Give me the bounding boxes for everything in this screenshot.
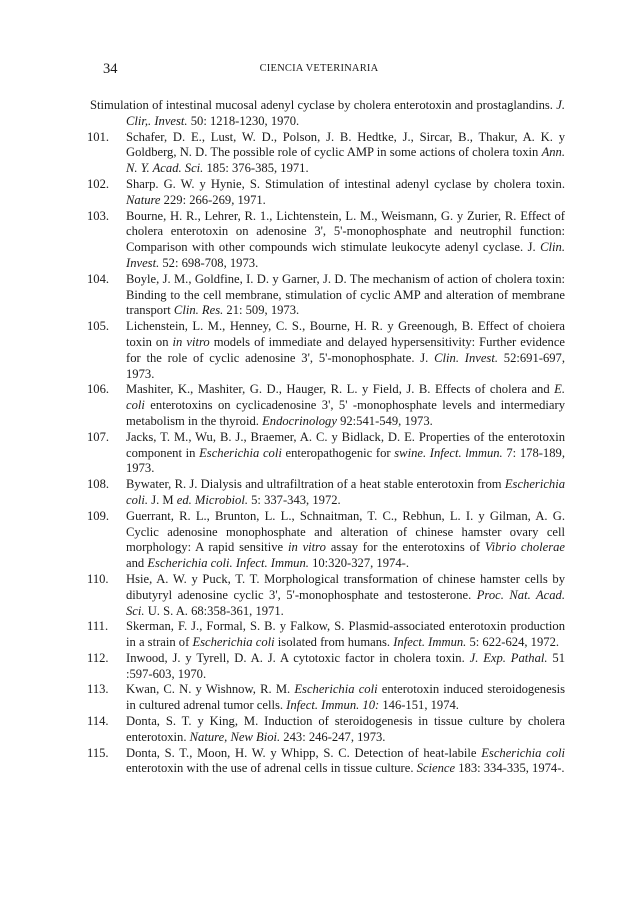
reference-italic-text: Vibrio cholerae — [484, 540, 565, 555]
running-title: CIENCIA VETERINARIA — [259, 63, 379, 74]
reference-text: 243: 246-247, 1973. — [280, 729, 386, 744]
reference-italic-text: Escherichia coli. — [126, 477, 565, 507]
reference-item — [87, 714, 565, 746]
reference-italic-text: Escherichia coli — [192, 635, 275, 650]
reference-item — [87, 208, 565, 272]
reference-number: 114. — [87, 714, 109, 729]
reference-text: enterotoxins on cyclicadenosine 3', 5' -monophosphate levels and intermediary metabolism in the thyroid. — [126, 398, 565, 428]
reference-text: Inwood, J. y Tyrell, D. A. J. A cytotoxic factor in cholera toxin. — [126, 650, 470, 665]
reference-text: 183: 334-335, 1974-. — [455, 761, 565, 776]
reference-text: isolated from humans. — [274, 635, 394, 650]
reference-text: J. M — [148, 492, 177, 507]
reference-text: Boyle, J. M., Goldfine, I. D. y Garner, J. D. The mechanism of action of cholera toxin: Binding to the cell membrane, stimulation of cyclic AMP and alteration of membrane transport — [126, 271, 565, 318]
reference-item — [87, 745, 565, 778]
reference-text: Hsie, A. W. y Puck, T. T. Morphological transformation of chinese hamster cells by dibutyryl adenosine cyclic 3', 5'-monophosphate and testosterone. — [126, 571, 565, 602]
reference-item — [87, 508, 565, 572]
reference-number: 104. — [87, 271, 110, 286]
reference-list — [87, 98, 565, 777]
reference-item — [87, 429, 565, 477]
reference-text: 51 :597-603, 1970. — [126, 650, 565, 681]
reference-text: assay for the enterotoxins of — [325, 540, 485, 555]
reference-item — [87, 129, 565, 177]
reference-text: 92:541-549, 1973. — [336, 413, 433, 428]
reference-italic-text: Escherichia coli — [481, 745, 565, 760]
reference-number: 101. — [87, 129, 110, 144]
reference-italic-text: Clin. Invest. — [434, 350, 498, 365]
reference-text: Mashiter, K., Mashiter, G. D., Hauger, R. L. y Field, J. B. Effects of cholera and — [126, 382, 555, 397]
reference-text: U. S. A. 68:358-361, 1971. — [144, 603, 284, 618]
reference-text: 7: 178-189, 1973. — [126, 445, 565, 476]
reference-number: 107. — [87, 429, 110, 444]
reference-text: Kwan, C. N. y Wishnow, R. M. — [126, 682, 295, 697]
reference-number: 112. — [87, 650, 109, 665]
reference-item — [87, 619, 565, 651]
reference-italic-text: in vitro — [172, 334, 210, 349]
reference-text: 52:691-697, 1973. — [126, 350, 565, 381]
reference-text: Jacks, T. M., Wu, B. J., Braemer, A. C. y Bidlack, D. E. Properties of the enterotoxin component in — [126, 429, 565, 460]
reference-text: enterotoxin with the use of adrenal cells in tissue culture. — [126, 761, 417, 776]
reference-text: Stimulation of intestinal mucosal adenyl cyclase by cholera enterotoxin and prostaglandins. — [90, 98, 557, 112]
reference-item — [87, 682, 565, 714]
reference-continuation — [90, 98, 565, 130]
reference-text: 10:320-327, 1974-. — [308, 556, 409, 571]
reference-text: enteropathogenic for — [281, 445, 395, 460]
reference-item — [87, 176, 565, 209]
reference-italic-text: Endocrinology — [262, 413, 337, 428]
reference-italic-text: Nature — [126, 192, 161, 207]
reference-text: Lichenstein, L. M., Henney, C. S., Bourne, H. R. y Greenough, B. Effect of choiera toxin on — [126, 319, 565, 349]
reference-number: 109. — [87, 508, 110, 523]
reference-text: 50: 1218-1230, 1970. — [187, 113, 300, 128]
reference-text: 185: 376-385, 1971. — [203, 161, 309, 176]
page-number: 34 — [103, 61, 118, 77]
reference-number: 102. — [87, 176, 110, 191]
reference-italic-text: swine. Infect. lmmun. — [394, 445, 503, 460]
reference-italic-text: in vitro — [287, 540, 326, 555]
reference-italic-text: Science — [416, 761, 456, 776]
reference-text: Donta, S. T., Moon, H. W. y Whipp, S. C. Detection of heat-labile — [126, 745, 482, 760]
reference-number: 115. — [87, 745, 109, 760]
reference-item — [87, 319, 565, 382]
reference-text: 229: 266-269, 1971. — [160, 192, 266, 207]
reference-number: 108. — [87, 477, 110, 492]
reference-italic-text: Ann. N. Y. Acad. Sci. — [126, 145, 565, 176]
reference-text: 146-151, 1974. — [379, 698, 459, 713]
reference-italic-text: Escherichia coli. Infect. Immun. — [147, 556, 309, 571]
reference-text: 52: 698-708, 1973. — [159, 255, 259, 270]
reference-number: 111. — [87, 619, 109, 634]
reference-text: and — [126, 556, 148, 571]
reference-text: models of immediate and delayed hypersensitivity: Further evidence for the role of cyclic adenosine 3', 5'-monophosphate. J. — [126, 334, 565, 365]
reference-italic-text: Escherichia coli — [199, 445, 282, 460]
reference-italic-text: ed. Microbiol. — [176, 492, 248, 507]
reference-item — [87, 271, 565, 319]
reference-italic-text: Clin. Invest. — [126, 240, 565, 270]
reference-italic-text: Infect. Immun. 10: — [286, 698, 380, 713]
reference-text: Sharp. G. W. y Hynie, S. Stimulation of intestinal adenyl cyclase by cholera toxin. — [126, 176, 565, 191]
reference-text: Schafer, D. E., Lust, W. D., Polson, J. B. Hedtke, J., Sircar, B., Thakur, A. K. y Goldberg, N. D. The possible role of cyclic AMP in some actions of cholera toxin — [126, 129, 565, 160]
reference-italic-text: Escherichia coli — [294, 682, 378, 697]
reference-italic-text: J. Clir,. Invest. — [126, 98, 565, 128]
reference-text: 21: 509, 1973. — [223, 303, 300, 318]
reference-italic-text: Nature, New Bioi. — [189, 729, 281, 744]
reference-italic-text: Clin. Res. — [173, 303, 224, 318]
reference-text: Bourne, H. R., Lehrer, R. 1., Lichtenstein, L. M., Weismann, G. y Zurier, R. Effect of cholera enterotoxin on adenosine 3', 5'-monophosphate and neutrophil function: Comparison with other compounds wich stimulate leukocyte adenyl cyclase. J. — [126, 208, 565, 255]
page-header — [0, 61, 638, 81]
reference-italic-text: E. coli — [126, 382, 565, 413]
reference-number: 106. — [87, 382, 110, 397]
reference-italic-text: Proc. Nat. Acad. Sci. — [126, 587, 565, 618]
reference-text: Bywater, R. J. Dialysis and ultrafiltration of a heat stable enterotoxin from — [126, 477, 505, 492]
reference-number: 113. — [87, 682, 109, 697]
reference-text: Donta, S. T. y King, M. Induction of steroidogenesis in tissue culture by cholera enterotoxin. — [126, 714, 565, 744]
reference-number: 110. — [87, 571, 109, 586]
reference-number: 105. — [87, 319, 110, 334]
reference-item — [87, 650, 565, 683]
reference-item — [87, 382, 565, 429]
reference-text: 5: 337-343, 1972. — [247, 492, 341, 507]
reference-number: 103. — [87, 208, 110, 223]
reference-text: enterotoxin induced steroidogenesis in cultured adrenal tumor cells. — [126, 682, 565, 713]
reference-item — [87, 571, 565, 619]
reference-italic-text: Infect. Immun. — [393, 635, 467, 650]
reference-item — [87, 477, 565, 509]
reference-italic-text: J. Exp. Pathal. — [469, 650, 548, 665]
reference-text: 5: 622-624, 1972. — [466, 635, 560, 650]
reference-text: Skerman, F. J., Formal, S. B. y Falkow, S. Plasmid-associated enterotoxin production in a strain of — [126, 619, 565, 650]
reference-text: Guerrant, R. L., Brunton, L. L., Schnaitman, T. C., Rebhun, L. I. y Gilman, A. G. Cyclic adenosine monophosphate and alteration of chinese hamster ovary cell morphology: A rapid sensitive — [126, 508, 565, 555]
